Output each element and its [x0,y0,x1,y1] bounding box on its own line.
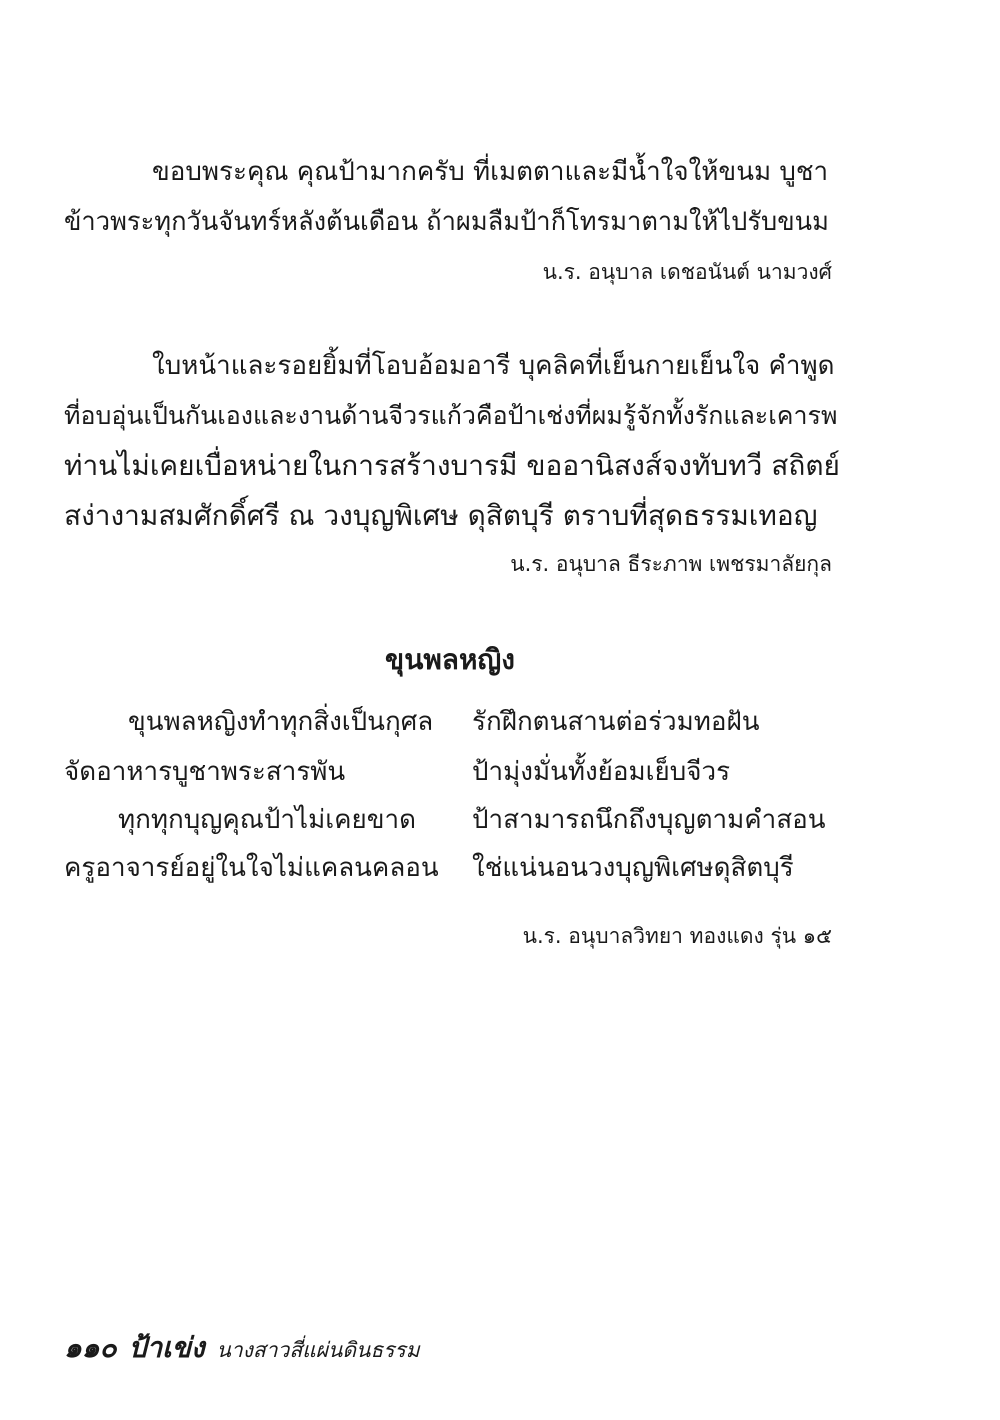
signature: น.ร. อนุบาล ธีระภาพ เพชรมาลัยกุล [510,552,832,576]
paragraph-line: สง่างามสมศักดิ์ศรี ณ วงบุญพิเศษ ดุสิตบุรี ตราบที่สุดธรรมเทอญ [64,499,818,532]
verse-left: จัดอาหารบูชาพระสารพัน [64,757,346,787]
book-title: ป้าเข่ง [128,1331,205,1364]
page-footer [64,1326,420,1370]
verse-right: ใช่แน่นอนวงบุญพิเศษดุสิตบุรี [472,853,794,883]
signature: น.ร. อนุบาลวิทยา ทองแดง รุ่น ๑๕ [522,924,832,948]
book-subtitle: นางสาวสี่แผ่นดินธรรม [216,1338,420,1362]
verse-left: ทุกทุกบุญคุณป้าไม่เคยขาด [118,805,417,835]
verse-right: รักฝึกตนสานต่อร่วมทอฝัน [472,707,760,737]
page-number: ๑๑๐ [64,1331,117,1364]
paragraph-line: ท่านไม่เคยเบื่อหน่ายในการสร้างบารมี ขออานิสงส์จงทับทวี สถิตย์ [64,449,840,482]
signature: น.ร. อนุบาล เดชอนันต์ นามวงศ์ [542,260,832,284]
paragraph-line: ขอบพระคุณ คุณป้ามากครับ ที่เมตตาและมีน้ำใจให้ขนม บูชา [152,157,829,187]
verse-left: ขุนพลหญิงทำทุกสิ่งเป็นกุศล [128,707,434,737]
paragraph-line: ใบหน้าและรอยยิ้มที่โอบอ้อมอารี บุคลิคที่เย็นกายเย็นใจ คำพูด [152,351,835,381]
paragraph-line: ที่อบอุ่นเป็นกันเองและงานด้านจีวรแก้วคือป้าเช่งที่ผมรู้จักทั้งรักและเคารพ [64,401,838,430]
verse-right: ป้าสามารถนึกถึงบุญตามคำสอน [472,805,826,835]
paragraph-line: ข้าวพระทุกวันจันทร์หลังต้นเดือน ถ้าผมลืมป้าก็โทรมาตามให้ไปรับขนม [64,207,829,237]
verse-right: ป้ามุ่งมั่นทั้งย้อมเย็บจีวร [472,757,731,787]
poem-title: ขุนพลหญิง [385,643,515,676]
verse-left: ครูอาจารย์อยู่ในใจไม่แคลนคลอน [64,853,439,883]
